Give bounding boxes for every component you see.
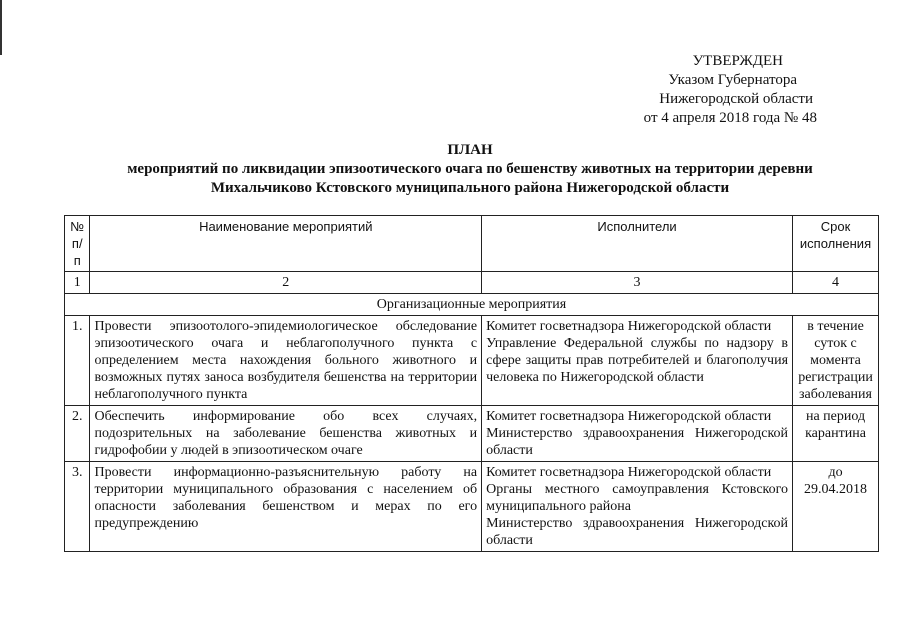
row-executors [482,316,793,406]
row-executors [482,462,793,552]
row-term: на период карантина [793,406,879,462]
row-executors [482,406,793,462]
executor: Комитет госветнадзора Нижегородской области [486,319,772,334]
executor: Управление Федеральной службы по надзору в сфере защиты прав потребителей и благополучия человека по Нижегородской области [486,336,789,385]
row-activity: Провести информационно-разъяснительную работу на территории муниципального образования с населением об опасности заболевания бешенством и мерах по его предупреждению [90,462,482,552]
table-row [65,316,879,406]
header-term: Срок исполнения [793,216,879,272]
plan-subtitle-line2: Михальчиково Кстовского муниципального района Нижегородской области [210,180,730,196]
page-edge-mark [0,0,2,55]
column-number: 4 [793,272,879,294]
row-term: до 29.04.2018 [793,462,879,552]
document-title [120,141,820,198]
section-row [65,294,879,316]
row-number: 2. [65,406,90,462]
approval-decree: Указом Губернатора [668,72,797,88]
executor: Комитет госветнадзора Нижегородской области [486,409,772,424]
row-activity: Обеспечить информирование обо всех случаях, подозрительных на заболевание бешенства животных и гидрофобии у людей в эпизоотическом очаге [90,406,482,462]
table-header-row [65,216,879,272]
approval-region: Нижегородской области [659,91,813,107]
approval-title: УТВЕРЖДЕН [692,53,783,69]
row-activity: Провести эпизоотолого-эпидемиологическое обследование эпизоотического очага и неблагополучного пункта с определением места нахождения больного животного и возможных путях заноса возбудителя бешенства на территории неблагополучного пункта [90,316,482,406]
approval-stamp [577,52,817,128]
column-number: 3 [482,272,793,294]
column-number: 2 [90,272,482,294]
plan-table [64,215,879,552]
table-row [65,462,879,552]
approval-date: от 4 апреля 2018 года № 48 [643,110,817,126]
column-number-row [65,272,879,294]
plan-heading: ПЛАН [447,142,493,158]
header-name: Наименование мероприятий [90,216,482,272]
row-number: 3. [65,462,90,552]
section-title: Организационные мероприятия [65,294,879,316]
column-number: 1 [65,272,90,294]
table-row [65,406,879,462]
executor: Комитет госветнадзора Нижегородской области [486,465,772,480]
header-executors: Исполнители [482,216,793,272]
row-term: в течение суток с момента регистрации заболевания [793,316,879,406]
executor: Министерство здравоохранения Нижегородской области [486,426,789,458]
header-num: № п/п [65,216,90,272]
executor: Министерство здравоохранения Нижегородской области [486,516,789,548]
row-number: 1. [65,316,90,406]
plan-subtitle-line1: мероприятий по ликвидации эпизоотического очага по бешенству животных на территории деревни [127,161,813,177]
executor: Органы местного самоуправления Кстовского муниципального района [486,482,789,514]
